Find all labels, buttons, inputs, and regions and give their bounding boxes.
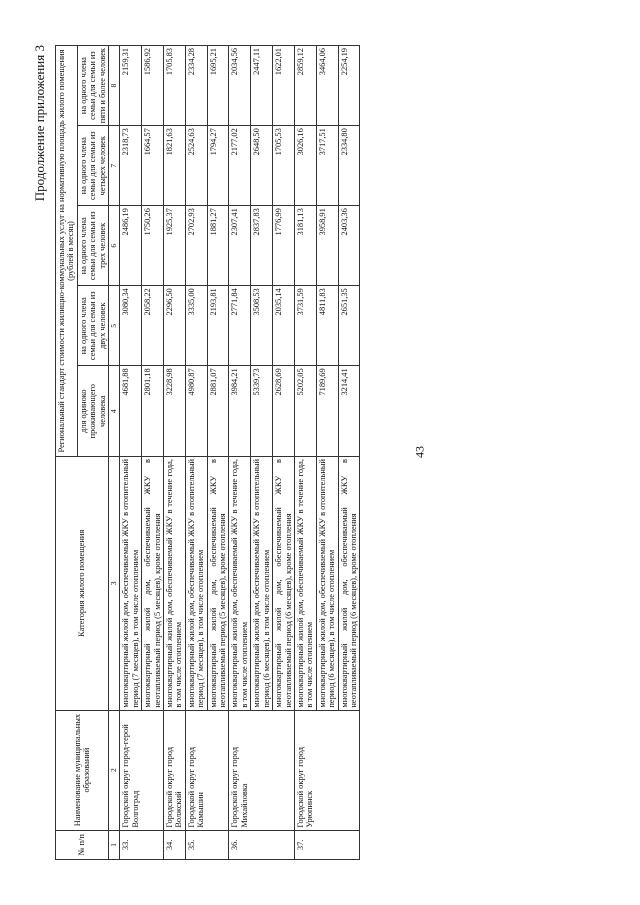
- cost-value: 2524,63: [185, 126, 207, 206]
- header-subcol: для одиноко проживающего человека: [77, 366, 108, 457]
- cost-value: 2648,50: [251, 126, 273, 206]
- header-category: Категория жилого помещения: [56, 457, 109, 711]
- row-number: 37.: [294, 830, 359, 859]
- cost-value: 2447,11: [251, 46, 273, 126]
- cost-value: 3026,16: [294, 126, 316, 206]
- cost-value: 2881,07: [207, 366, 229, 457]
- cost-value: 1705,83: [164, 46, 186, 126]
- row-number: 33.: [120, 830, 164, 859]
- table-row: [164, 46, 186, 860]
- column-number: 5: [109, 286, 120, 366]
- cost-value: 2058,22: [142, 286, 164, 366]
- column-number: 8: [109, 46, 120, 126]
- housing-category: многоквартирный жилой дом, обеспечиваемый ЖКУ в неотапливаемый период (5 месяцев), кроме отопления: [207, 457, 229, 711]
- cost-value: 3335,00: [185, 286, 207, 366]
- housing-category: многоквартирный жилой дом, обеспечиваемый ЖКУ в отопительный период (7 месяцев), в том числе отоплением: [185, 457, 207, 711]
- column-number: 6: [109, 206, 120, 286]
- municipality-name: Городской округ город Волжский: [164, 710, 186, 830]
- cost-value: 4811,83: [316, 286, 338, 366]
- cost-value: 2334,80: [338, 126, 360, 206]
- cost-value: 2034,56: [229, 46, 251, 126]
- cost-value: 2859,12: [294, 46, 316, 126]
- standards-table: [55, 45, 360, 860]
- header-subcol: на одного члена семьи для семьи из трех человек: [77, 206, 108, 286]
- cost-value: 2254,19: [338, 46, 360, 126]
- column-number: 7: [109, 126, 120, 206]
- cost-value: 5339,73: [251, 366, 273, 457]
- cost-value: 2296,50: [164, 286, 186, 366]
- cost-value: 5202,05: [294, 366, 316, 457]
- page-number: 43: [412, 446, 427, 458]
- cost-value: 2177,02: [229, 126, 251, 206]
- cost-value: 2403,36: [338, 206, 360, 286]
- cost-value: 2651,35: [338, 286, 360, 366]
- cost-value: 4681,88: [120, 366, 142, 457]
- cost-value: 1881,27: [207, 206, 229, 286]
- cost-value: 3214,41: [338, 366, 360, 457]
- cost-value: 2702,93: [185, 206, 207, 286]
- cost-value: 1705,53: [273, 126, 295, 206]
- municipality-name: Городской округ город Михайловка: [229, 710, 294, 830]
- cost-value: 2486,19: [120, 206, 142, 286]
- cost-value: 7189,69: [316, 366, 338, 457]
- cost-value: 2801,18: [142, 366, 164, 457]
- cost-value: 3508,53: [251, 286, 273, 366]
- row-number: 35.: [185, 830, 229, 859]
- cost-value: 2307,41: [229, 206, 251, 286]
- cost-value: 2837,83: [251, 206, 273, 286]
- cost-value: 3984,21: [229, 366, 251, 457]
- cost-value: 2159,31: [120, 46, 142, 126]
- row-number: 36.: [229, 830, 294, 859]
- column-number: 2: [109, 710, 120, 830]
- cost-value: 3181,13: [294, 206, 316, 286]
- header-subcol: на одного члена семьи для семьи из четырех человек: [77, 126, 108, 206]
- cost-value: 2771,84: [229, 286, 251, 366]
- header-subcol: на одного члена семьи для семьи из пяти и более человек: [77, 46, 108, 126]
- cost-value: 3717,51: [316, 126, 338, 206]
- cost-value: 2334,28: [185, 46, 207, 126]
- table-row: [120, 46, 142, 860]
- header-num: № п/п: [56, 830, 109, 859]
- cost-value: 1750,26: [142, 206, 164, 286]
- municipality-name: Городской округ город-герой Волгоград: [120, 710, 164, 830]
- housing-category: многоквартирный жилой дом, обеспечиваемый ЖКУ в отопительный период (7 месяцев), в том числе отоплением: [120, 457, 142, 711]
- cost-value: 3464,06: [316, 46, 338, 126]
- municipality-name: Городской округ город Камышин: [185, 710, 229, 830]
- column-number: 3: [109, 457, 120, 711]
- column-number: 4: [109, 366, 120, 457]
- housing-category: многоквартирный жилой дом, обеспечиваемый ЖКУ в отопительный период (6 месяцев), в том числе отоплением: [251, 457, 273, 711]
- housing-category: многоквартирный жилой дом, обеспечиваемый ЖКУ в отопительный период (6 месяцев), в том числе отоплением: [316, 457, 338, 711]
- cost-value: 3731,59: [294, 286, 316, 366]
- continuation-title: Продолжение приложения 3: [32, 45, 47, 202]
- table-row: [294, 46, 316, 860]
- cost-value: 2193,81: [207, 286, 229, 366]
- row-number: 34.: [164, 830, 186, 859]
- cost-value: 1925,37: [164, 206, 186, 286]
- cost-value: 2035,14: [273, 286, 295, 366]
- cost-value: 2318,73: [120, 126, 142, 206]
- cost-value: 2628,69: [273, 366, 295, 457]
- housing-category: многоквартирный жилой дом, обеспечиваемый ЖКУ в неотапливаемый период (6 месяцев), кроме отопления: [273, 457, 295, 711]
- cost-value: 3228,98: [164, 366, 186, 457]
- housing-category: многоквартирный жилой дом, обеспечиваемый ЖКУ в неотапливаемый период (5 месяцев), кроме отопления: [142, 457, 164, 711]
- column-number: 1: [109, 830, 120, 859]
- header-group-title: Региональный стандарт стоимости жилищно-коммунальных услуг на нормативную площадь жилого помещения (рублей в месяц): [56, 46, 78, 457]
- header-municipality: Наименование муниципальных образований: [56, 710, 109, 830]
- cost-value: 1622,01: [273, 46, 295, 126]
- housing-category: многоквартирный жилой дом, обеспечиваемый ЖКУ в течение года, в том числе отоплением: [229, 457, 251, 711]
- cost-value: 1664,57: [142, 126, 164, 206]
- municipality-name: Городской округ город Урюпинск: [294, 710, 359, 830]
- cost-value: 1821,63: [164, 126, 186, 206]
- cost-value: 3080,34: [120, 286, 142, 366]
- cost-value: 1794,27: [207, 126, 229, 206]
- cost-value: 1695,21: [207, 46, 229, 126]
- cost-value: 1586,92: [142, 46, 164, 126]
- cost-value: 4980,87: [185, 366, 207, 457]
- cost-value: 3958,91: [316, 206, 338, 286]
- housing-category: многоквартирный жилой дом, обеспечиваемый ЖКУ в течение года, в том числе отоплением: [294, 457, 316, 711]
- table-row: [185, 46, 207, 860]
- housing-category: многоквартирный жилой дом, обеспечиваемый ЖКУ в неотапливаемый период (6 месяцев), кроме отопления: [338, 457, 360, 711]
- header-subcol: на одного члена семьи для семьи из двух человек: [77, 286, 108, 366]
- table-row: [229, 46, 251, 860]
- cost-value: 1776,99: [273, 206, 295, 286]
- housing-category: многоквартирный жилой дом, обеспечиваемый ЖКУ в течение года, в том числе отоплением: [164, 457, 186, 711]
